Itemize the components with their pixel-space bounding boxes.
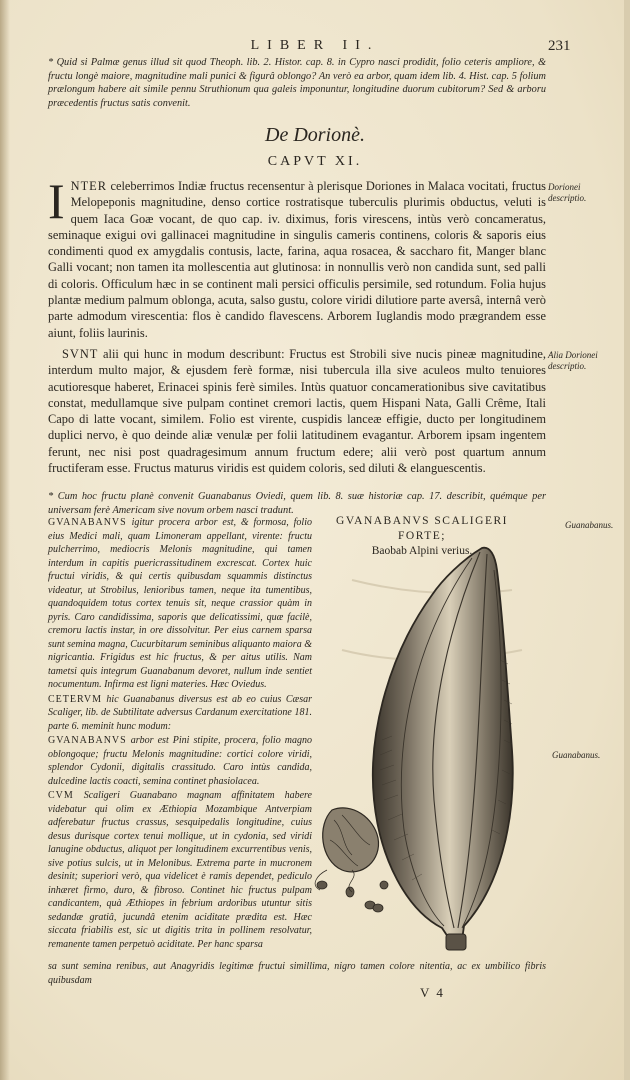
running-title: LIBER II.: [250, 38, 380, 53]
drop-cap: I: [48, 173, 65, 229]
left-para-2: CETERVM hic Guanabanus diversus est ab eo cuius Cæsar Scaliger, lib. de Subtilitate adversus Cardanum exercitatione 181. parte 6. meminit hunc modum:: [48, 693, 312, 732]
paragraph-2: [48, 346, 546, 476]
margin-note-4: Guanabanus.: [552, 750, 601, 760]
top-footnote: * Quid si Palmæ genus illud sit quod Theoph. lib. 2. Histor. cap. 8. in Cypro nasci prodidit, folio ceteris ampliore, & fructu longè maiore, magnitudine mali punici & figurâ oblongo? An verò ea arbor, quam idem lib. 4. Hist. cap. 5 folium prælongum habere ait simile pennu Struthionum qua galeis imponuntur, longitudine duorum cubitorum? Sed & arboru præcedentis fructus satis convenit.: [48, 57, 546, 109]
left-para-3: GVANABANVS arbor est Pini stipite, procera, folio magno oblongoque; fructu Melonis magnitudine: cortici colore viridi, splendor Cydonii, digitalis crassitudo. Caro intùs candida, dulcedine lactis coacti, semina continet phasiolacea.: [48, 735, 312, 787]
paragraph-1-text: celeberrimos Indiæ fructus recensentur à plerisque Doriones in Malaca vocitati, fructus Melopeponis magnitudine, denso cortice rostratisque tuberculis plurimis obductus, veluti is quem Iaca Goæ vocant, de quo cap. iv. diximus, foris virescens, intùs verò concameratus, seminaque exigui ovi gallinacei magnitudine in singulis cameris continens, coloris & saporis eius condimenti quod ex amygdalis contusis, lacte, farina, aqua rosacea, & saccharo fit, Manger blanc Galli vocant; non tamen ita mollescentia aut glutinosa: in nonnullis verò non candida sunt, sed palli di coloris. Officulum hæc in se continent mali persici officulis persimile, sed rotundum. Folia hujus plantæ medium palmum oblonga, acuta, salso gustu, colore viridi dilutiore parte aversâ, internâ verò parte admodum virescentia: flos è candido flavescens. Arborem Iuglandis modo prægrandem esse aiunt, foliis laurinis.: [48, 179, 546, 340]
paragraph-2-text: alii qui hunc in modum describunt: Fructus est Strobili sive nucis pineæ magnitudine, interdum multo major, & ejusdem ferè formæ, nisi tubercula illa sive aculeos multo tenuiores acutioresque haberet, Erinacei spinis ferè similes. Intùs quatuor concamerationibus sive cavitatibus constat, medullamque sive pulpam continet cremori lactis, quem Hispani Nata, Galli Crême, Itali Capo di latte vocant, similem. Folio est virente, cuspidis lanceæ effigie, ducto per longitudinem duplici nervo, è quo deinde aliæ venulæ per folii latitudinem evagantur. Arborem ipsam ingentem ferunt, nec nisi post quadragesimum annum fructum edere; alii verò post quartum annum fructiferam esse. Fructus maturus viridis est quidem coloris, sed diluti & elanguescentis.: [48, 347, 546, 476]
paragraph-2-lead: SVNT: [62, 347, 99, 361]
bottom-line: sa sunt semina renibus, aut Anagyridis legitimæ fructui simillima, nigro tamen colore nitentia, ac ex umbilico fibris quibusdam: [48, 961, 546, 986]
section-title: De Dorionè.: [265, 124, 365, 146]
paragraph-1-lead: NTER: [70, 179, 108, 193]
middle-footnote: * Cum hoc fructu planè convenit Guanabanus Oviedi, quem lib. 8. suæ historiæ cap. 17. describit, quémque per universam ferè Americam sive novum orbem nasci tradunt.: [48, 491, 546, 516]
guanabanus-fruit-illustration: [312, 540, 552, 965]
figure-caption-line-2: Baobab Alpini verius.: [371, 545, 473, 557]
paragraph-1: [48, 173, 546, 341]
left-para-1: GVANABANVS igitur procera arbor est, & formosa, folio eius Medici mali, quam Limoneram appellant, virente: fructu pulcherrimo, mediocris Melonis magnitudine, qui tamen interdum in capitis puericrassitudinem excrescat. Cortex huic fructui viridis, & qui certis quibusdam squammis distinctus videatur, ut Strobilus, lenioribus tamen, neque ita tumentibus, quandoquidem totus cortex tenuis sit, neque crassior quàm in pyris. Caro candidissima, saporis que delicatissimi, quæ facilè, cremoru lactis instar, in ore dissolvitur. Per eius carnem sparsa sunt semina magna, Cucurbitarum seminibus aliquanto maiora & nigricantia. Frigidus est hic fructus, & per aitus utilis. Nam tametsi quis integrum Guanabanum devoret, nullum inde sentiet nocumentum. Infirma est ligni materies. Hæc Oviedus.: [48, 517, 312, 690]
chapter-heading: CAPVT XI.: [267, 154, 363, 169]
margin-note-2: Alia Dorionei descriptio.: [548, 350, 598, 371]
left-para-4: CVM Scaligeri Guanabano magnam affinitatem habere videbatur qui olim ex Æthiopia Mozambique Antverpiam adferebatur fructus crassus, sesquipedalis longitudine, cuius desus durisque cortex tenui mollique, ut in cydonia, sed viridi lanugine obductus, aliquot per longitudinem excurrentibus venis, sive potius sulcis, ut in Melonibus. Extrema parte in mucronem desinit; superiori verò, qua videlicet è ramis dependet, pediculo inhæret firmo, duro, & fibroso. Continet hic fructus pulpam candicantem, quà Æthiopes in febrium ardoribus utuntur sitis sedandæ gratiâ, jucundâ etenim aciditate prædita est. Hæc siccata friabilis est, sic ut digitis trita in pollinem resolvatur, remanente tamen perpetuò aciditate. Per hanc sparsa: [48, 790, 312, 950]
page-number: 231: [548, 38, 571, 54]
left-column: [48, 516, 312, 952]
margin-note-3: Guanabanus.: [565, 520, 614, 530]
figure-caption-line-1: GVANABANVS SCALIGERI FORTE;: [336, 515, 508, 542]
signature-mark: V 4: [420, 985, 445, 1000]
margin-note-1: Dorionei descriptio.: [548, 182, 587, 203]
